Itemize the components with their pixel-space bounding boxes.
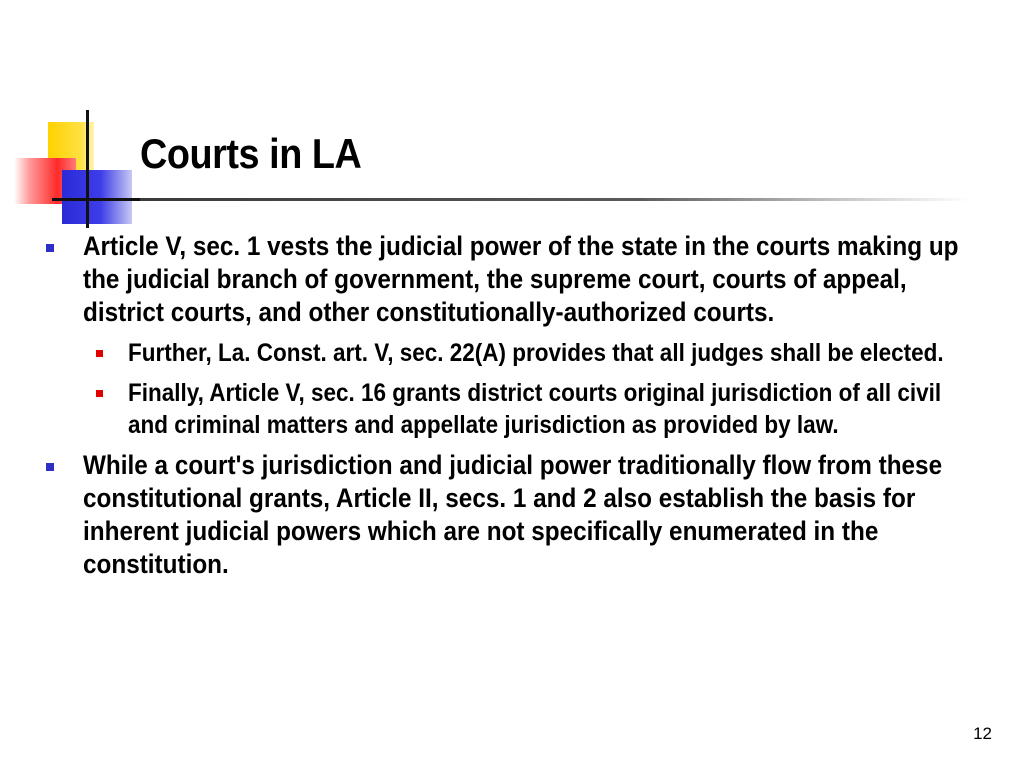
sub-bullet-item (40, 337, 958, 369)
title-divider (140, 198, 970, 201)
sub-bullet-text: Finally, Article V, sec. 16 grants district courts original jurisdiction of all civil and criminal matters and appellate jurisdiction as provided by law. (128, 379, 942, 439)
slide-content (40, 230, 980, 589)
blue-square (62, 170, 132, 224)
page-number: 12 (973, 724, 992, 743)
logo-vertical-line (86, 110, 89, 228)
bullet-text: Article V, sec. 1 vests the judicial power of the state in the courts making up the judicial branch of government, the supreme court, courts of appeal, district courts, and other constitutionally-authorized courts. (83, 231, 959, 327)
logo-horizontal-line (52, 198, 152, 201)
bullet-item (40, 449, 983, 581)
square-bullet-icon (96, 390, 103, 397)
sub-bullet-item (40, 377, 958, 441)
slide-title: Courts in LA (140, 130, 362, 177)
bullet-text: While a court's jurisdiction and judicial power traditionally flow from these constitutional grants, Article II, secs. 1 and 2 also establish the basis for inherent judicial powers which are not specifically enumerated in the constitution. (83, 450, 943, 579)
sub-bullet-text: Further, La. Const. art. V, sec. 22(A) provides that all judges shall be elected. (128, 339, 944, 367)
square-bullet-icon (46, 244, 54, 252)
colored-squares-logo (0, 100, 150, 230)
bullet-item (40, 230, 983, 329)
square-bullet-icon (46, 463, 54, 471)
square-bullet-icon (96, 350, 103, 357)
